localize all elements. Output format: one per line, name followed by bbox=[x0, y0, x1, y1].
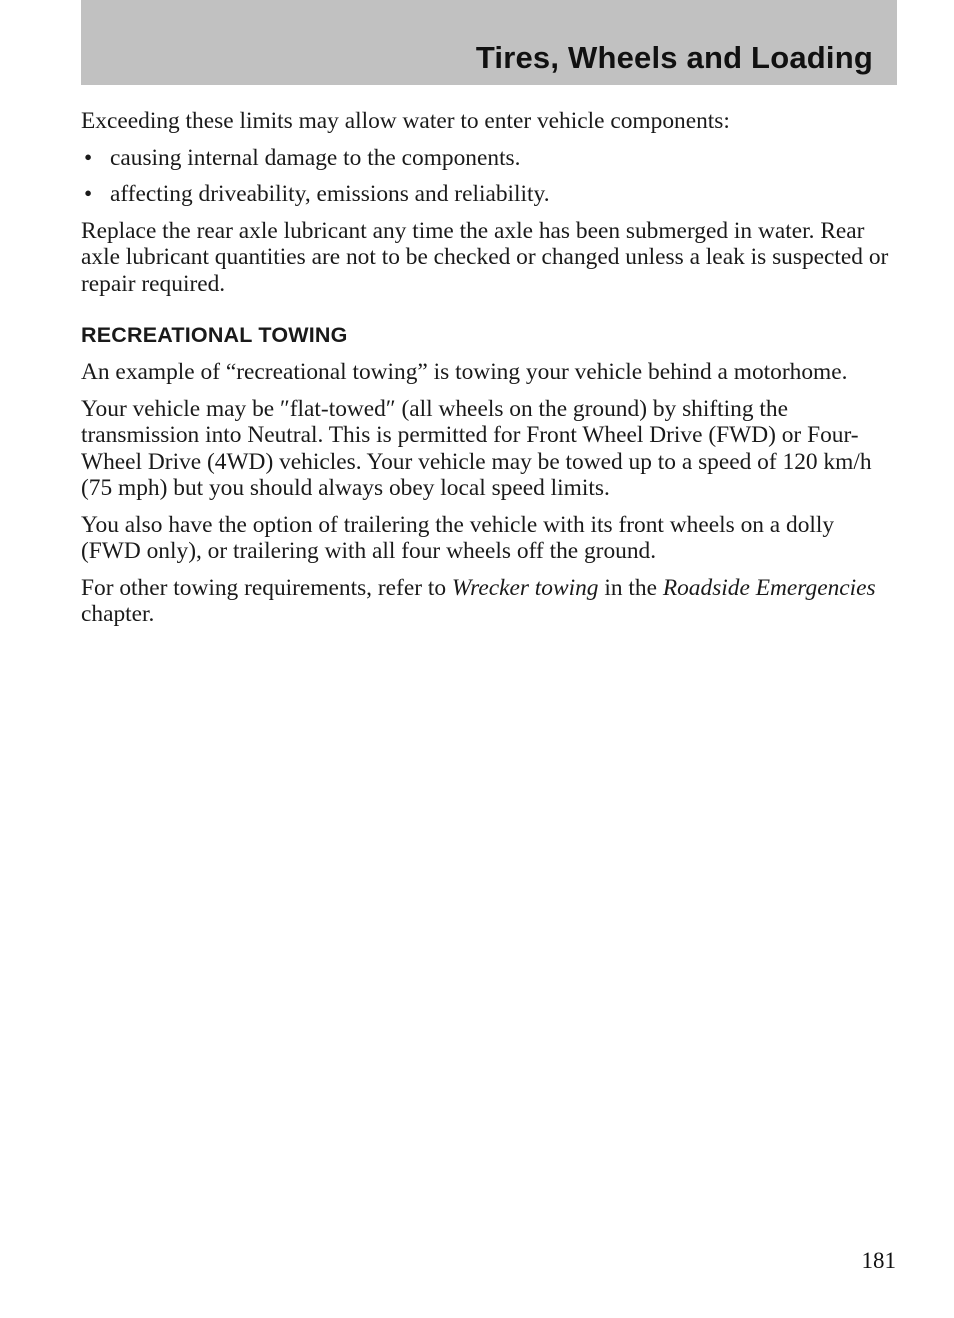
recreational-paragraph-2: Your vehicle may be ″flat-towed″ (all wheels on the ground) by shifting the transmission into Neutral. This is permitted for Front Wheel Drive (FWD) or Four-Wheel Drive (4WD) vehicles. Your vehicle may be towed up to a speed of 120 km/h (75 mph) but you should always obey local speed limits. bbox=[81, 395, 872, 501]
page-title: Tires, Wheels and Loading bbox=[475, 40, 873, 75]
reference-text-end: chapter. bbox=[81, 601, 155, 627]
axle-paragraph: Replace the rear axle lubricant any time the axle has been submerged in water. Rear axle lubricant quantities are not to be checked or changed unless a leak is suspected or repair required. bbox=[81, 217, 889, 297]
page-content bbox=[81, 108, 899, 638]
header-band bbox=[81, 0, 897, 85]
recreational-paragraph-4 bbox=[81, 575, 899, 628]
list-item-text: affecting driveability, emissions and reliability. bbox=[110, 181, 550, 207]
list-item bbox=[81, 145, 899, 172]
bullet-icon: • bbox=[84, 181, 93, 207]
reference-text-start: For other towing requirements, refer to bbox=[81, 574, 452, 601]
roadside-emergencies-reference: Roadside Emergencies bbox=[662, 574, 876, 601]
recreational-paragraph-3: You also have the option of trailering the vehicle with its front wheels on a dolly (FWD only), or trailering with all four wheels off the ground. bbox=[81, 511, 835, 564]
list-item bbox=[81, 181, 899, 208]
intro-paragraph: Exceeding these limits may allow water to enter vehicle components: bbox=[81, 108, 730, 134]
reference-text-middle: in the bbox=[598, 574, 663, 601]
intro-bullet-list bbox=[81, 145, 899, 208]
list-item-text: causing internal damage to the components. bbox=[110, 144, 521, 171]
bullet-icon: • bbox=[84, 144, 93, 171]
page-number: 181 bbox=[861, 1248, 896, 1273]
wrecker-towing-reference: Wrecker towing bbox=[451, 574, 599, 601]
recreational-paragraph-1: An example of “recreational towing” is towing your vehicle behind a motorhome. bbox=[81, 359, 848, 385]
section-heading: RECREATIONAL TOWING bbox=[81, 323, 348, 347]
